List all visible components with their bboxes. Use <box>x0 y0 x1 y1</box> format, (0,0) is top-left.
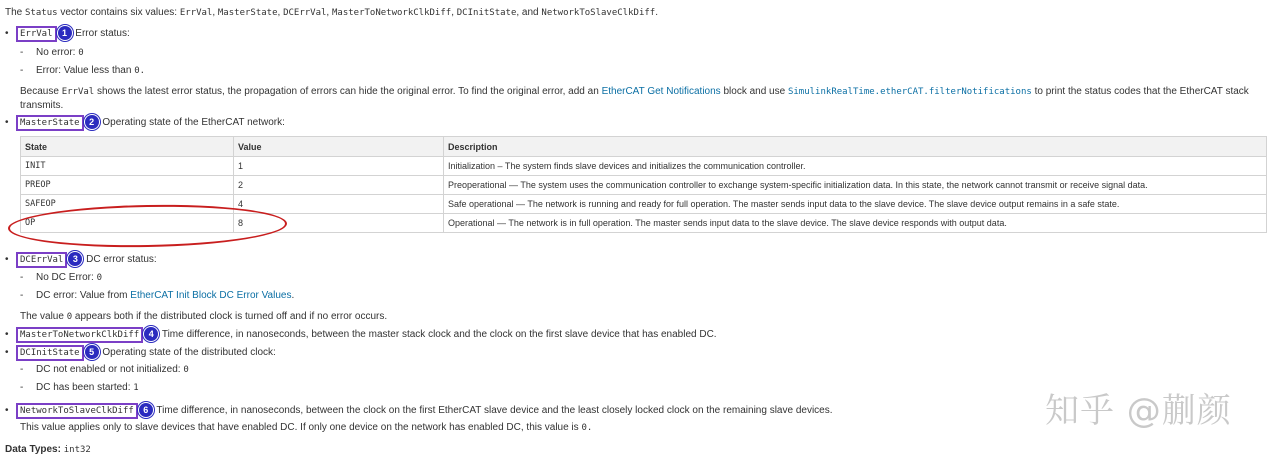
data-types-value: int32 <box>63 445 91 455</box>
sub-code: 0. <box>134 66 146 76</box>
sub-item <box>36 46 84 60</box>
filter-notifications-link[interactable]: SimulinkRealTime.etherCAT.filterNotifications <box>787 87 1032 97</box>
state-cell: OP <box>21 214 234 233</box>
bullet: • <box>5 117 9 128</box>
para-text: appears both if the distributed clock is turned off and if no error occurs. <box>74 311 388 322</box>
item-description: Operating state of the distributed clock: <box>102 347 276 358</box>
para-text: to print the status codes that the EtherCAT stack transmits. <box>20 86 1249 111</box>
dcerrval-paragraph <box>20 310 1260 324</box>
item-dcerrval <box>16 252 157 268</box>
sub-text: Error: Value less than <box>36 65 132 76</box>
errval-code: ErrVal <box>16 26 57 42</box>
sub-item <box>36 64 145 78</box>
intro-value-last: NetworkToSlaveClkDiff <box>541 8 656 18</box>
table-row <box>21 157 1267 176</box>
item-dcinitstate <box>16 345 276 361</box>
value-cell: 8 <box>234 214 444 233</box>
item-description: Operating state of the EtherCAT network: <box>102 117 285 128</box>
para-code: ErrVal <box>61 87 95 97</box>
data-types-line <box>5 443 91 457</box>
item-networktoslaveclkdiff <box>16 403 833 419</box>
sub-code: 1 <box>133 383 139 393</box>
sub-code: 0 <box>96 273 102 283</box>
item-description: DC error status: <box>86 254 157 265</box>
data-types-label: Data Types: <box>5 444 61 455</box>
column-header: State <box>21 137 234 157</box>
intro-and: , and <box>516 7 539 18</box>
sub-code: 0 <box>78 48 84 58</box>
watermark: 知乎 @蒯颜 <box>1045 391 1232 431</box>
value-cell: 1 <box>234 157 444 176</box>
bullet: • <box>5 329 9 340</box>
sub-text: DC not enabled or not initialized: <box>36 364 181 375</box>
errval-paragraph <box>20 85 1260 112</box>
dcinitstate-code: DCInitState <box>16 345 84 361</box>
intro-value: ErrVal <box>179 8 213 18</box>
para-text: The value <box>20 311 64 322</box>
sub-code: 0 <box>183 365 189 375</box>
sub-item <box>36 271 102 285</box>
column-header: Value <box>234 137 444 157</box>
dcerrval-code: DCErrVal <box>16 252 67 268</box>
intro-value: MasterToNetworkClkDiff <box>331 8 452 18</box>
state-cell: PREOP <box>21 176 234 195</box>
dash: - <box>20 364 24 375</box>
sub-item <box>36 381 139 395</box>
bullet: • <box>5 28 9 39</box>
dc-error-values-link[interactable]: EtherCAT Init Block DC Error Values <box>130 290 292 301</box>
dash: - <box>20 47 24 58</box>
networktoslaveclkdiff-code: NetworkToSlaveClkDiff <box>16 403 138 419</box>
sub-text: DC error: Value from <box>36 290 128 301</box>
intro-status-code: Status <box>25 8 58 18</box>
intro-value: DCInitState <box>456 8 517 18</box>
number-badge-4: 4 <box>144 327 158 341</box>
item-description: Time difference, in nanoseconds, between the clock on the first EtherCAT slave device and the least closely locked clock on the remaining slave devices. <box>156 405 833 416</box>
dash: - <box>20 65 24 76</box>
table-header-row <box>21 137 1267 157</box>
item-errval <box>16 26 130 42</box>
column-header: Description <box>444 137 1267 157</box>
value-cell: 2 <box>234 176 444 195</box>
intro-line: The Status vector contains six values: ErrVal, MasterState, DCErrVal, MasterToNetworkClkDiff, DCInitState, and NetworkToSlaveClkDiff. <box>5 7 658 18</box>
item-masterstate <box>16 115 285 131</box>
para-code: 0. <box>581 423 593 433</box>
para-text: block and use <box>723 86 786 97</box>
item-description: Error status: <box>75 28 130 39</box>
number-badge-1: 1 <box>58 26 72 40</box>
intro-prefix: The <box>5 7 23 18</box>
sub-item <box>36 363 189 377</box>
sub-text: . <box>291 290 295 301</box>
sub-text: No DC Error: <box>36 272 94 283</box>
dash: - <box>20 382 24 393</box>
value-cell: 4 <box>234 195 444 214</box>
number-badge-6: 6 <box>139 403 153 417</box>
intro-period: . <box>655 7 658 18</box>
ethercat-get-notifications-link[interactable]: EtherCAT Get Notifications <box>601 86 721 97</box>
masterstate-code: MasterState <box>16 115 84 131</box>
item-mastertonetworkclkdiff <box>16 327 717 343</box>
number-badge-2: 2 <box>85 115 99 129</box>
bullet: • <box>5 254 9 265</box>
mastertonetworkclkdiff-code: MasterToNetworkClkDiff <box>16 327 143 343</box>
description-cell: Operational — The network is in full operation. The master sends input data to the slave device. The slave device responds with output data. <box>444 214 1267 233</box>
sub-text: No error: <box>36 47 76 58</box>
intro-mid: vector contains six values: <box>60 7 178 18</box>
bullet: • <box>5 347 9 358</box>
state-cell: INIT <box>21 157 234 176</box>
sub-item <box>36 289 294 302</box>
state-cell: SAFEOP <box>21 195 234 214</box>
dash: - <box>20 290 24 301</box>
sub-text: DC has been started: <box>36 382 131 393</box>
para-code: 0 <box>66 312 73 322</box>
table-row <box>21 176 1267 195</box>
number-badge-3: 3 <box>68 252 82 266</box>
description-cell: Preoperational — The system uses the communication controller to exchange system-specific initialization data. In this state, the network cannot transmit or receive signal data. <box>444 176 1267 195</box>
number-badge-5: 5 <box>85 345 99 359</box>
intro-value: MasterState <box>217 8 278 18</box>
dash: - <box>20 272 24 283</box>
item-description: Time difference, in nanoseconds, between the master stack clock and the clock on the first slave device that has enabled DC. <box>161 329 717 340</box>
description-cell: Safe operational — The network is running and ready for full operation. The master sends input data to the slave device. The slave device output remains in a safe state. <box>444 195 1267 214</box>
intro-value: DCErrVal <box>283 8 327 18</box>
para-text: Because <box>20 86 59 97</box>
bullet: • <box>5 405 9 416</box>
description-cell: Initialization – The system finds slave devices and initializes the communication controller. <box>444 157 1267 176</box>
para-text: shows the latest error status, the propagation of errors can hide the original error. To find the original error, add an <box>97 86 599 97</box>
para-text: This value applies only to slave devices that have enabled DC. If only one device on the network has enabled DC, this value is <box>20 422 579 433</box>
